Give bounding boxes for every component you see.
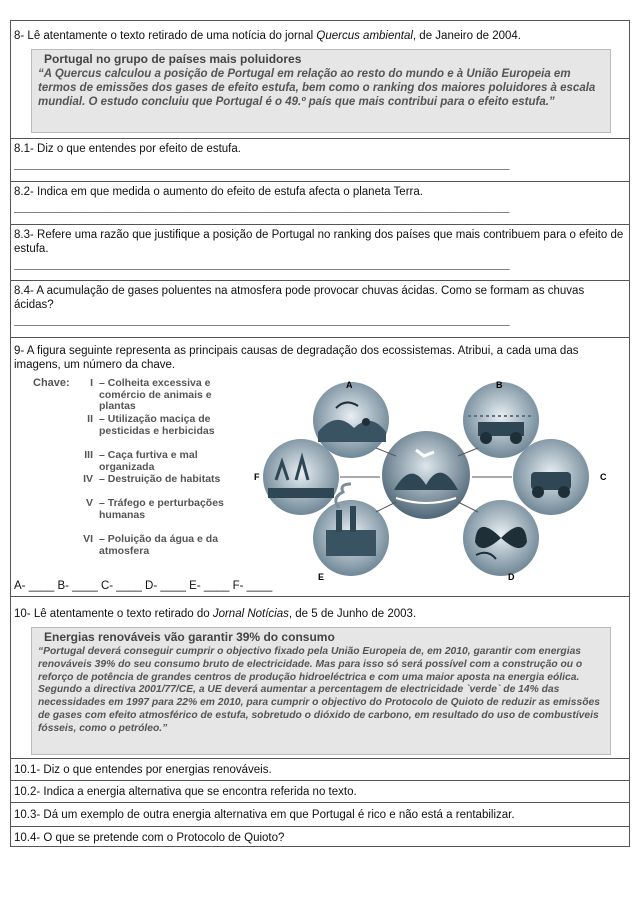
news-clipping-quercus	[31, 49, 611, 133]
question-10	[11, 597, 629, 759]
question-10-3	[11, 803, 629, 827]
question-9-text: 9- A figura seguinte representa as principais causas de degradação dos ecossistemas. Atribui, a cada uma das imagens, um número da chave.	[14, 345, 579, 371]
answer-line[interactable]: _________________________________________________________________________________	[14, 203, 510, 213]
clipping-text: “A Quercus calculou a posição de Portugal em relação ao resto do mundo e à União Europeia em termos de emissões dos gases de efeito estufa, bem como o ranking dos maiores poluidores à escala mundial. O estudo concluiu que Portugal é o 49.º país que mais contribui para o efeito estufa.”	[38, 68, 596, 108]
source-name: Jornal Notícias	[212, 608, 289, 620]
clipping-text: “Portugal deverá conseguir cumprir o objectivo fixado pela União Europeia de, em 2010, garantir com energias renováveis 39% do seu consumo bruto de electricidade. Mas para isso só será possível com a construção ou o reforço de potência de grandes centros de produção hidroeléctrica e com uma maior aposta na energia eólica. Segundo a directiva 2001/77/CE, a UE deverá aumentar a percentagem de electricidade `verde` de 14% das necessidades em 1997 para 22% em 2010, para cumprir o objectivo do Protocolo de Quioto de reduzir as emissões de gases com efeito atmosférico de estufa, sobretudo o dióxido de carbono, em resultado do uso de combustíveis fósseis, como o petróleo.”	[38, 646, 600, 734]
question-8-4	[11, 281, 629, 338]
image-b-pesticides	[463, 382, 539, 458]
question-10-4-text: 10.4- O que se pretende com o Protocolo de Quioto?	[14, 832, 285, 844]
question-9	[11, 338, 629, 597]
key-legend: Chave: I – Colheita excessiva e comércio de animais e plantas II – Utilização maciça de pesticidas e herbicidas III – Caça furtiva e mal organizada IV – Destruição de habitats V – Tráfego e perturbações humanas VI – Poluição da água e da atmosfera	[33, 377, 224, 557]
worksheet	[10, 20, 630, 847]
question-8-2	[11, 182, 629, 225]
news-clipping-energias	[31, 627, 611, 755]
figure-label-b: B	[496, 380, 503, 390]
question-8-1	[11, 139, 629, 182]
question-10-2-text: 10.2- Indica a energia alternativa que se encontra referida no texto.	[14, 786, 357, 798]
question-10-intro: 10- Lê atentamente o texto retirado do Jornal Notícias, de 5 de Junho de 2003.	[14, 608, 417, 620]
image-f-habitat-destruction	[263, 439, 339, 515]
clipping-title: Energias renováveis vão garantir 39% do consumo	[44, 630, 335, 644]
image-d-butterflies	[463, 500, 539, 576]
question-10-4	[11, 827, 629, 848]
clipping-title: Portugal no grupo de países mais poluidores	[44, 52, 302, 66]
figure-label-f: F	[254, 472, 260, 482]
question-8-intro: 8- Lê atentamente o texto retirado de uma notícia do jornal Quercus ambiental, de Janeiro de 2004.	[14, 30, 521, 42]
image-c-hunting	[513, 439, 589, 515]
answer-line[interactable]: _________________________________________________________________________________	[14, 260, 510, 270]
question-8-4-text: 8.4- A acumulação de gases poluentes na atmosfera pode provocar chuvas ácidas. Como se formam as chuvas ácidas?	[14, 285, 585, 311]
figure-label-e: E	[318, 572, 325, 580]
figure-label-d: D	[508, 572, 515, 580]
question-8-2-text: 8.2- Indica em que medida o aumento do efeito de estufa afecta o planeta Terra.	[14, 186, 423, 198]
image-a-excessive-harvest	[313, 382, 389, 458]
source-name: Quercus ambiental	[316, 30, 413, 42]
answer-line[interactable]: _________________________________________________________________________________	[14, 316, 510, 326]
key-title: Chave:	[33, 377, 70, 389]
question-9-answers[interactable]: A- ____ B- ____ C- ____ D- ____ E- ____ F- ____	[14, 580, 273, 592]
question-10-3-text: 10.3- Dá um exemplo de outra energia alternativa em que Portugal é rico e não está a rentabilizar.	[14, 809, 515, 821]
figure-label-c: C	[600, 472, 607, 482]
question-8-1-text: 8.1- Diz o que entendes por efeito de estufa.	[14, 143, 241, 155]
center-ecosystem-image	[382, 431, 470, 519]
question-8-3-text: 8.3- Refere uma razão que justifique a posição de Portugal no ranking dos países que mais contribuem para o efeito de estufa.	[14, 229, 624, 255]
answer-line[interactable]: _________________________________________________________________________________	[14, 160, 510, 170]
question-10-2	[11, 781, 629, 803]
question-8-3	[11, 225, 629, 281]
ecosystem-degradation-figure	[246, 380, 616, 580]
question-10-1	[11, 759, 629, 781]
question-8	[11, 21, 629, 139]
question-10-1-text: 10.1- Diz o que entendes por energias renováveis.	[14, 764, 272, 776]
figure-label-a: A	[346, 380, 353, 390]
